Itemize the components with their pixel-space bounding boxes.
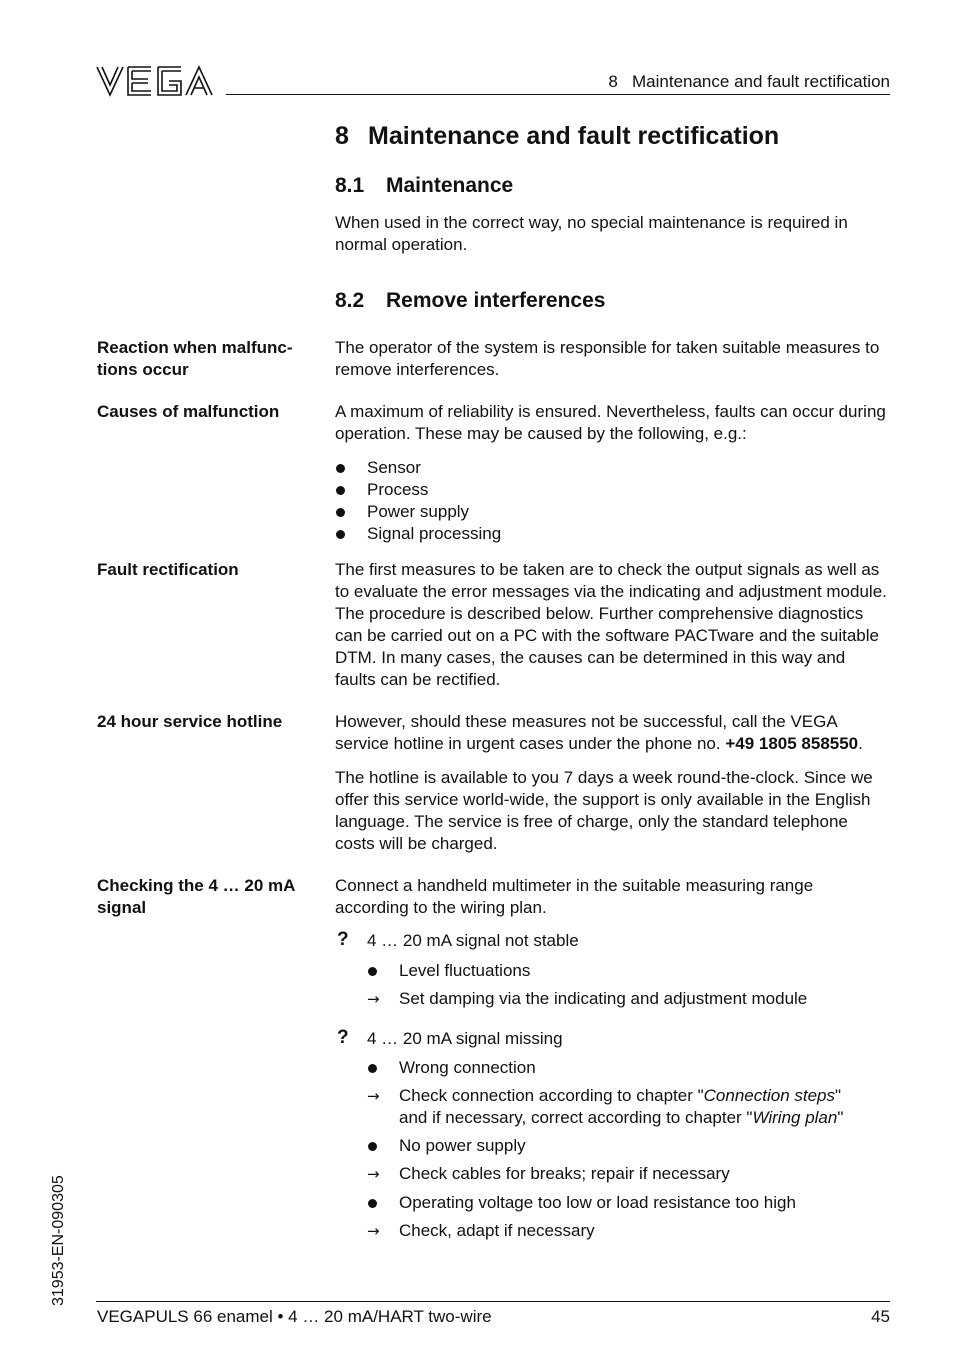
- bullet-icon: [368, 1199, 377, 1208]
- side-label-checking: Checking the 4 … 20 mA signal: [97, 876, 296, 917]
- arrow-right-icon: →: [367, 1087, 380, 1105]
- arrow-right-icon: →: [367, 990, 380, 1008]
- checking-paragraph: Connect a handheld multimeter in the suitable measuring range according to the wiring plan.: [335, 876, 814, 917]
- page-number: 45: [871, 1307, 890, 1326]
- section-heading-8-1: [335, 174, 513, 198]
- section-number: 8.1: [335, 174, 365, 197]
- chapter-number: 8: [335, 122, 349, 150]
- section-title: Maintenance: [386, 174, 514, 197]
- header-chapter: 8 Maintenance and fault rectification: [608, 72, 890, 91]
- side-label-causes: Causes of malfunction: [97, 402, 280, 421]
- bullet-icon: [336, 464, 345, 473]
- remedy-row: → Check cables for breaks; repair if necessary: [367, 1164, 730, 1183]
- question-mark-icon: ?: [337, 1027, 349, 1048]
- question-row: ? 4 … 20 mA signal not stable: [337, 929, 579, 950]
- bullet-icon: [336, 486, 345, 495]
- document-id: 31953-EN-090305: [50, 1175, 67, 1306]
- maintenance-paragraph: When used in the correct way, no special maintenance is required in normal operation.: [335, 213, 848, 254]
- cause-row: No power supply: [367, 1135, 890, 1157]
- list-item: Power supply: [335, 501, 890, 523]
- side-label-reaction: Reaction when malfunc- tions occur: [97, 338, 293, 379]
- footer-rule: [96, 1301, 890, 1302]
- chapter-title: Maintenance and fault rectification: [368, 122, 780, 150]
- list-item: Process: [335, 479, 890, 501]
- section-number: 8.2: [335, 289, 365, 312]
- causes-list: [335, 457, 890, 545]
- bullet-icon: [368, 967, 377, 976]
- remedy-row: → Check connection according to chapter "Connection steps" and if necessary, correct according to chapter "Wiring plan": [367, 1086, 844, 1127]
- list-item: Sensor: [335, 457, 890, 479]
- hotline-availability-paragraph: The hotline is available to you 7 days a week round-the-clock. Since we offer this service world-wide, the support is only available in the English language. The service is free of charge, only the standard telephone costs will be charged.: [335, 768, 873, 853]
- side-label-fault: Fault rectification: [97, 560, 239, 579]
- hotline-paragraph: However, should these measures not be successful, call the VEGA service hotline in urgent cases under the phone no. +49 1805 858550.: [335, 712, 863, 753]
- remedy-row: → Set damping via the indicating and adjustment module: [367, 989, 808, 1008]
- remedy-row: → Check, adapt if necessary: [367, 1221, 595, 1240]
- footer-product: VEGAPULS 66 enamel • 4 … 20 mA/HART two-wire: [97, 1307, 492, 1326]
- section-heading-8-2: [335, 289, 605, 313]
- bullet-icon: [368, 1064, 377, 1073]
- hotline-phone: +49 1805 858550: [725, 734, 859, 753]
- arrow-right-icon: →: [367, 1165, 380, 1183]
- reaction-paragraph: The operator of the system is responsible for taken suitable measures to remove interferences.: [335, 338, 880, 379]
- bullet-icon: [368, 1142, 377, 1151]
- vega-logo: [96, 64, 214, 98]
- header-rule: [226, 94, 890, 95]
- fault-paragraph: The first measures to be taken are to check the output signals as well as to evaluate the error messages via the indicating and adjustment module. The procedure is described below. Further comprehensive diagnostics can be carried out on a PC with the software PACTware and the suitable DTM. In many cases, the causes can be determined in this way and faults can be rectified.: [335, 560, 887, 689]
- bullet-icon: [336, 508, 345, 517]
- section-title: Remove interferences: [386, 289, 606, 312]
- bullet-icon: [336, 530, 345, 539]
- causes-paragraph: A maximum of reliability is ensured. Nevertheless, faults can occur during operation. These may be caused by the following, e.g.:: [335, 402, 886, 443]
- chapter-heading: [335, 122, 779, 151]
- arrow-right-icon: →: [367, 1222, 380, 1240]
- cause-row: Wrong connection: [367, 1057, 890, 1079]
- question-row: ? 4 … 20 mA signal missing: [337, 1027, 563, 1048]
- list-item: Signal processing: [335, 523, 890, 545]
- side-label-hotline: 24 hour service hotline: [97, 712, 283, 731]
- cause-row: Operating voltage too low or load resistance too high: [367, 1192, 890, 1214]
- cause-row: Level fluctuations: [367, 960, 890, 982]
- question-mark-icon: ?: [337, 929, 349, 950]
